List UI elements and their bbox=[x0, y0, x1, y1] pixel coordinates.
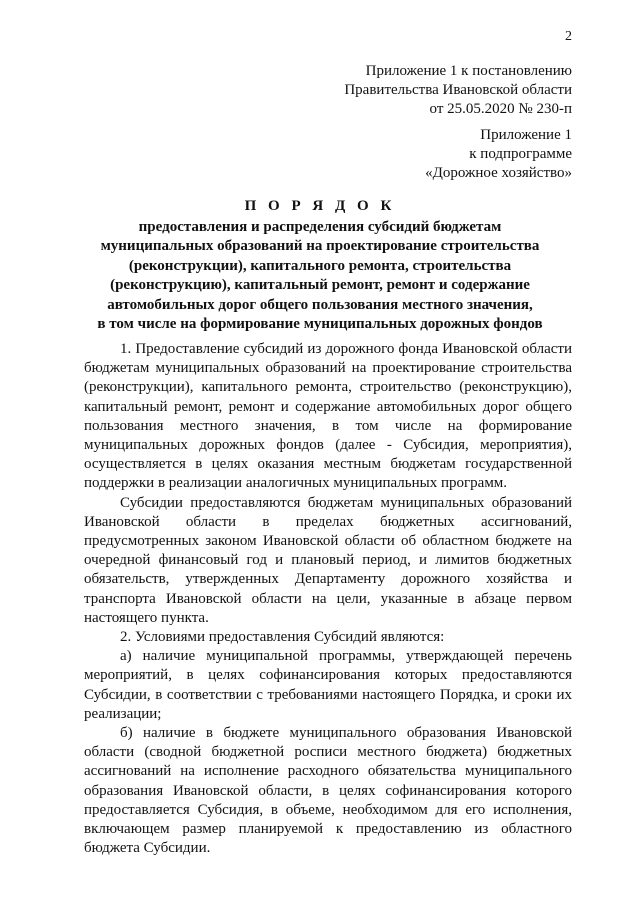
subtitle-line: автомобильных дорог общего пользования местного значения, bbox=[107, 296, 533, 313]
subtitle-line: (реконструкции), капитального ремонта, строительства bbox=[128, 257, 512, 274]
subtitle-line: предоставления и распределения субсидий бюджетам bbox=[138, 219, 502, 235]
subtitle-line: муниципальных образований на проектирование строительства bbox=[100, 238, 540, 255]
appendix-resolution-line: Правительства Ивановской области bbox=[344, 82, 572, 98]
appendix-resolution-header bbox=[344, 62, 572, 119]
paragraph-3: 2. Условиями предоставления Субсидий являются: bbox=[120, 629, 445, 646]
appendix-subprogram-line: к подпрограмме bbox=[469, 146, 572, 162]
appendix-resolution-line: от 25.05.2020 № 230-п bbox=[429, 101, 572, 117]
appendix-subprogram-line: «Дорожное хозяйство» bbox=[425, 165, 572, 181]
page-number: 2 bbox=[565, 29, 572, 44]
subtitle-line: (реконструкцию), капитальный ремонт, ремонт и содержание bbox=[110, 277, 530, 294]
paragraph-5: б) наличие в бюджете муниципального образования Ивановской области (сводной бюджетной росписи местного бюджета) бюджетных ассигнований на исполнение расходного обязательства муниципального образования Ивановской области, в целях софинансирования которого предоставляется Субсидия, в объеме, необходимом для его исполнения, включающем размер планируемой к предоставлению из областного бюджета Субсидии. bbox=[84, 725, 572, 857]
appendix-subprogram-header bbox=[425, 126, 572, 183]
appendix-subprogram-line: Приложение 1 bbox=[480, 127, 572, 143]
paragraph-4: а) наличие муниципальной программы, утверждающей перечень мероприятий, в целях софинансирования которых предоставляются Субсидии, в соответствии с требованиями настоящего Порядка, и сроки их реализации; bbox=[84, 648, 572, 722]
subtitle-line: в том числе на формирование муниципальных дорожных фондов bbox=[97, 316, 543, 333]
document-body bbox=[84, 340, 572, 858]
paragraph-2: Субсидии предоставляются бюджетам муниципальных образований Ивановской области в пределах бюджетных ассигнований, предусмотренных законом Ивановской области об областном бюджете на очередной финансовый год и плановый период, и лимитов бюджетных обязательств, утвержденных Департаменту дорожного хозяйства и транспорта Ивановской области на цели, указанные в абзаце первом настоящего пункта. bbox=[84, 494, 572, 626]
document-subtitle bbox=[60, 218, 580, 334]
paragraph-1: 1. Предоставление субсидий из дорожного фонда Ивановской области бюджетам муниципальных образований на проектирование строительства (реконструкции), капитального ремонта, строительство (реконструкцию), капитальный ремонт, ремонт и содержание автомобильных дорог общего пользования местного значения, в том числе на формирование муниципальных дорожных фондов (далее - Субсидия, мероприятия), осуществляется в целях оказания местным бюджетам государственной поддержки в реализации аналогичных муниципальных программ. bbox=[84, 341, 572, 492]
appendix-resolution-line: Приложение 1 к постановлению bbox=[365, 63, 572, 79]
document-title: П О Р Я Д О К bbox=[244, 198, 396, 214]
